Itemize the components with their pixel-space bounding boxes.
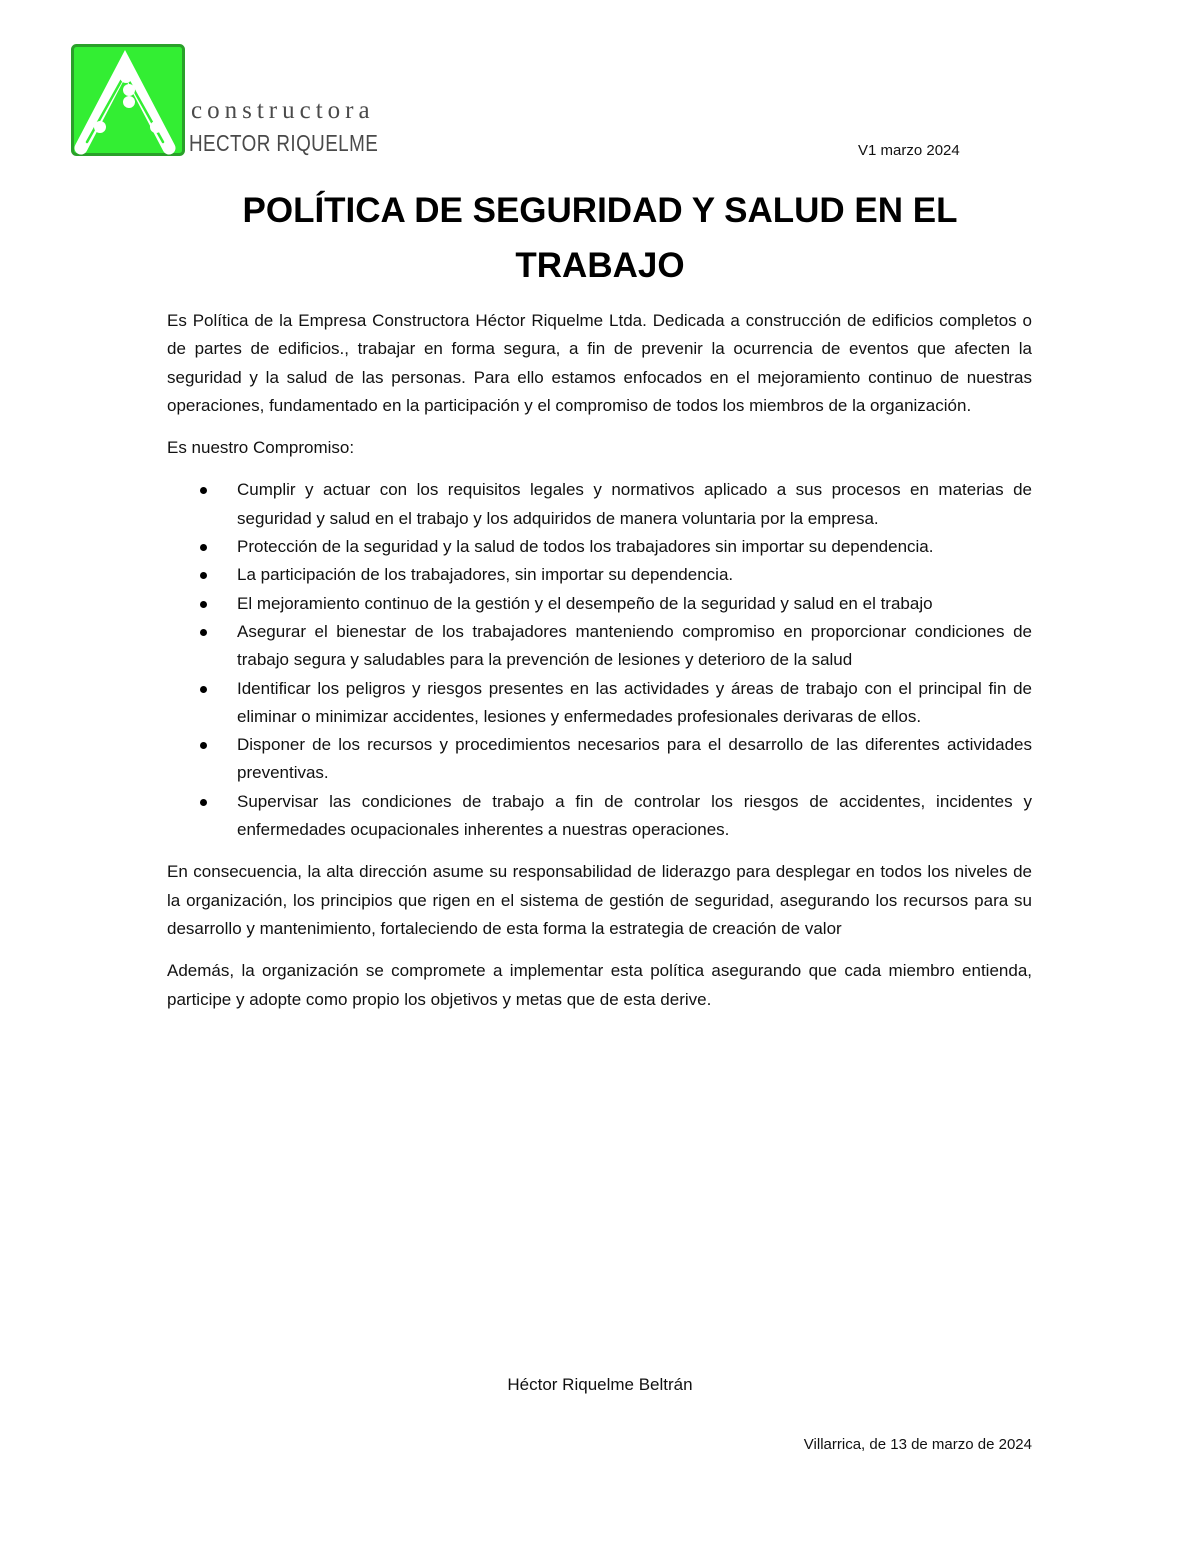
commitment-text: Asegurar el bienestar de los trabajadores manteniendo compromiso en proporcionar condiciones de trabajo segura y saludables para la prevención de lesiones y deterioro de la salud — [237, 621, 1032, 670]
signer-name: Héctor Riquelme Beltrán — [507, 1375, 693, 1394]
bullet-icon — [200, 544, 207, 551]
list-item — [167, 731, 1032, 788]
place-date: Villarrica, de 13 de marzo de 2024 — [803, 1436, 1032, 1453]
bullet-icon — [200, 572, 207, 579]
list-item — [167, 618, 1032, 675]
commitments-list — [167, 476, 1032, 844]
bullet-icon — [200, 799, 207, 806]
commitment-text: Cumplir y actuar con los requisitos legales y normativos aplicado a sus procesos en materias de seguridad y salud en el trabajo y los adquiridos de manera voluntaria por la empresa. — [237, 480, 1032, 528]
additionally-paragraph: Además, la organización se compromete a implementar esta política asegurando que cada miembro entienda, participe y adopte como propio los objetivos y metas que de esta derive. — [167, 961, 1032, 1009]
logo-mark-icon — [71, 44, 185, 156]
intro-paragraph: Es Política de la Empresa Constructora Héctor Riquelme Ltda. Dedicada a construcción de edificios completos o de partes de edificios., trabajar en forma segura, a fin de prevenir la ocurrencia de eventos que afecten la seguridad y la salud de las personas. Para ello estamos enfocados en el mejoramiento continuo de nuestras operaciones, fundamentado en la participación y el compromiso de todos los miembros de la organización. — [167, 311, 1032, 415]
list-item — [167, 533, 1032, 561]
commitment-text: Identificar los peligros y riesgos presentes en las actividades y áreas de trabajo con el principal fin de eliminar o minimizar accidentes, lesiones y enfermedades profesionales derivaras de ellos. — [237, 678, 1032, 726]
list-item — [167, 590, 1032, 618]
list-item — [167, 788, 1032, 845]
logo-text-constructora: constructora — [191, 97, 375, 124]
list-item — [167, 476, 1032, 533]
commitment-text: Disponer de los recursos y procedimientos necesarios para el desarrollo de las diferentes actividades preventivas. — [237, 735, 1032, 783]
consequence-paragraph: En consecuencia, la alta dirección asume su responsabilidad de liderazgo para desplegar en todos los niveles de la organización, los principios que rigen en el sistema de gestión de seguridad, asegurando los recursos para su desarrollo y mantenimiento, fortaleciendo de esta forma la estrategia de creación de valor — [167, 862, 1032, 938]
commitment-text: Supervisar las condiciones de trabajo a fin de controlar los riesgos de accidentes, incidentes y enfermedades ocupacionales inherentes a nuestras operaciones. — [237, 791, 1032, 840]
document-version: V1 marzo 2024 — [858, 142, 960, 159]
list-item — [167, 561, 1032, 589]
document-body — [167, 307, 1032, 1028]
bullet-icon — [200, 686, 207, 693]
commitment-text: El mejoramiento continuo de la gestión y el desempeño de la seguridad y salud en el trabajo — [237, 593, 933, 613]
bullet-icon — [200, 629, 207, 636]
commitment-heading: Es nuestro Compromiso: — [167, 438, 355, 458]
bullet-icon — [200, 601, 207, 608]
company-logo — [71, 44, 379, 158]
commitment-text: Protección de la seguridad y la salud de todos los trabajadores sin importar su dependencia. — [237, 537, 934, 557]
list-item — [167, 675, 1032, 732]
commitment-text: La participación de los trabajadores, sin importar su dependencia. — [237, 565, 734, 585]
bullet-icon — [200, 742, 207, 749]
document-title: POLÍTICA DE SEGURIDAD Y SALUD EN EL TRABAJO — [242, 191, 958, 285]
bullet-icon — [200, 487, 207, 494]
logo-text-company-name: HECTOR RIQUELME — [189, 130, 379, 156]
